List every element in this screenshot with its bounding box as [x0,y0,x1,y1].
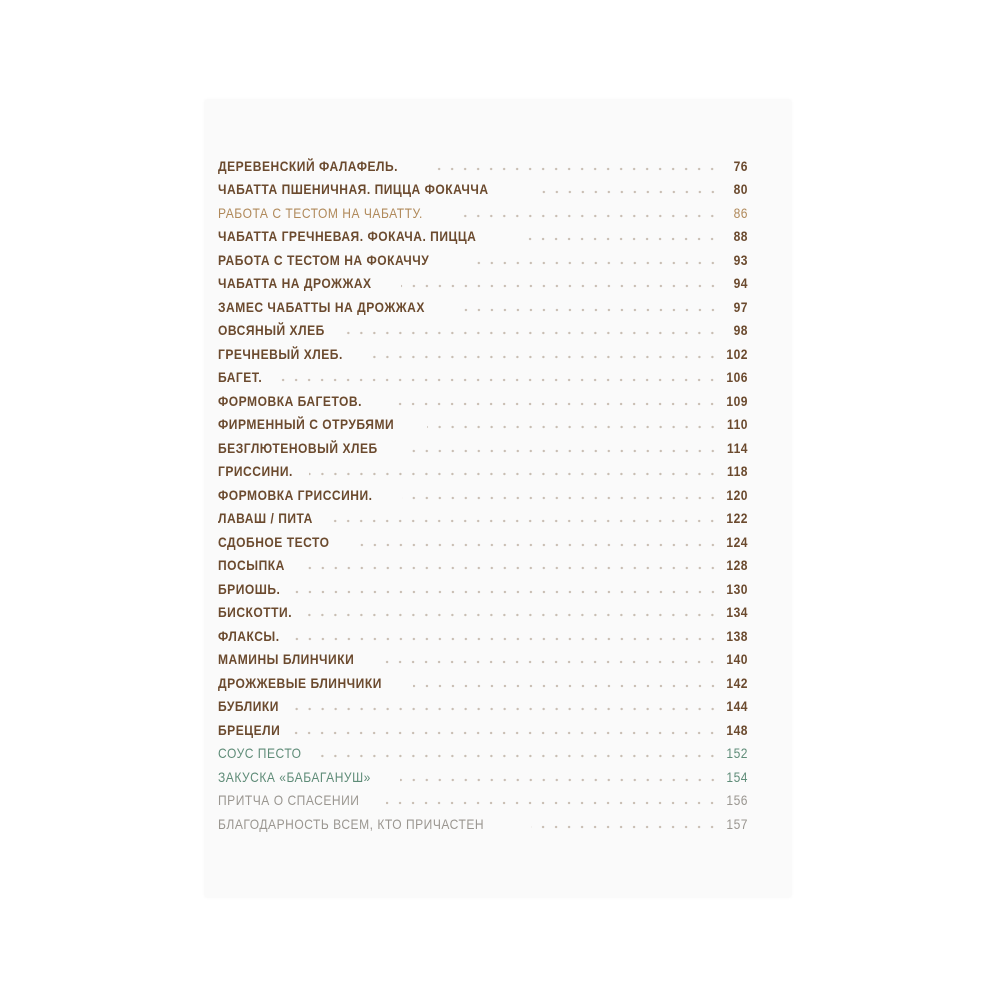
dot-leader [294,731,719,735]
toc-entry-title: БРИОШЬ. [218,580,281,597]
toc-entry-page-number: 128 [726,557,748,573]
toc-entry-page-number: 93 [733,251,748,268]
toc-entry [218,691,748,715]
toc-entry [218,503,748,527]
dot-leader [295,590,719,594]
toc-entry-title: СДОБНОЕ ТЕСТО [218,533,330,550]
toc-entry-page-number: 118 [727,463,748,479]
toc-entry [218,526,748,550]
toc-entry-page-number: 140 [726,651,748,667]
toc-entry [218,362,748,386]
toc-entry [218,714,748,738]
toc-entry-title: БЛАГОДАРНОСТЬ ВСЕМ, КТО ПРИЧАСТЕН [218,815,485,832]
toc-entry-page-number: 94 [733,275,748,291]
toc-entry-page-number: 98 [733,322,748,338]
toc-entry-page-number: 88 [733,228,748,244]
dot-leader [537,190,719,194]
dot-leader [293,707,719,711]
toc-entry-page-number: 148 [726,721,748,738]
dot-leader [402,496,719,500]
toc-entry-title: РАБОТА С ТЕСТОМ НА ФОКАЧЧУ [218,251,430,268]
toc-entry-title: ЗАМЕС ЧАБАТТЫ НА ДРОЖЖАХ [218,298,425,315]
toc-entry-page-number: 97 [733,298,748,315]
toc-entry [218,761,748,785]
toc-entry-title: МАМИНЫ БЛИНЧИКИ [218,651,355,667]
toc-entry-page-number: 110 [727,416,748,432]
toc-entry-title: ФОРМОВКА БАГЕТОВ. [218,392,362,409]
toc-entry [218,479,748,503]
dot-leader [531,825,719,829]
toc-entry-page-number: 157 [726,815,748,832]
toc-entry [218,573,748,597]
toc-entry-title: ПОСЫПКА [218,557,285,573]
toc-entry-title: БУБЛИКИ [218,698,279,714]
toc-entry [218,150,748,174]
toc-entry-title: ЧАБАТТА ГРЕЧНЕВАЯ. ФОКАЧА. ПИЦЦА [218,228,477,244]
dot-leader [319,754,719,758]
dot-leader [468,261,719,265]
toc-entry-title: ФОРМОВКА ГРИССИНИ. [218,486,373,503]
toc-entry [218,197,748,221]
dot-leader [346,331,719,335]
dot-leader [332,519,719,523]
toc-entry [218,432,748,456]
dot-leader [431,167,719,171]
toc-entry-title: БАГЕТ. [218,369,263,385]
toc-entry-title: ГРЕЧНЕВЫЙ ХЛЕБ. [218,345,343,362]
toc-entry [218,456,748,480]
toc-entry-page-number: 109 [726,392,748,409]
toc-entry-page-number: 144 [726,698,748,714]
toc-entry-page-number: 134 [726,604,748,620]
toc-entry [218,315,748,339]
toc-entry-title: РАБОТА С ТЕСТОМ НА ЧАБАТТУ. [218,204,423,221]
toc-entry [218,620,748,644]
toc-entry-page-number: 76 [733,157,748,174]
toc-entry [218,221,748,245]
dot-leader [460,214,719,218]
dot-leader [300,566,719,570]
toc-entry [218,291,748,315]
toc-entry [218,385,748,409]
toc-entry-page-number: 142 [726,674,748,691]
toc-entry-page-number: 86 [733,204,748,221]
dot-leader [408,449,719,453]
toc-entry-page-number: 80 [733,181,748,197]
toc-entry [218,597,748,621]
toc-entry-page-number: 154 [726,768,748,785]
dot-leader [386,801,719,805]
toc-entry-page-number: 114 [727,439,748,456]
toc-entry-title: ДЕРЕВЕНСКИЙ ФАЛАФЕЛЬ. [218,157,399,174]
toc-entry-title: ЧАБАТТА НА ДРОЖЖАХ [218,275,372,291]
toc-entry [218,174,748,198]
toc-entry-page-number: 130 [726,580,748,597]
dot-leader [273,378,719,382]
dot-leader [308,613,719,617]
toc-entry-page-number: 138 [726,627,748,644]
dot-leader [427,425,719,429]
dot-leader [401,284,719,288]
toc-entry-title: ФЛАКСЫ. [218,627,280,644]
toc-entry [218,808,748,832]
toc-entry [218,550,748,574]
toc-entry [218,268,748,292]
toc-entry [218,244,748,268]
toc-entry [218,409,748,433]
dot-leader [463,308,719,312]
toc-entry-title: БРЕЦЕЛИ [218,721,281,738]
toc-entry-page-number: 156 [726,792,748,808]
toc-entry [218,738,748,762]
toc-entry-title: ЛАВАШ / ПИТА [218,510,313,526]
toc-entry-page-number: 124 [726,533,748,550]
toc-entry-title: ГРИССИНИ. [218,463,293,479]
table-of-contents [218,150,748,832]
dot-leader [413,684,719,688]
toc-entry-page-number: 122 [726,510,748,526]
toc-entry [218,338,748,362]
toc-entry-page-number: 102 [726,345,748,362]
toc-entry-title: ПРИТЧА О СПАСЕНИИ [218,792,360,808]
dot-leader [367,355,719,359]
dot-leader [352,543,719,547]
toc-entry-title: ОВСЯНЫЙ ХЛЕБ [218,322,325,338]
toc-entry-page-number: 152 [726,745,748,761]
dot-leader [400,778,719,782]
toc-entry-title: ФИРМЕННЫЙ С ОТРУБЯМИ [218,416,395,432]
dot-leader [294,637,719,641]
toc-entry-title: ЧАБАТТА ПШЕНИЧНАЯ. ПИЦЦА ФОКАЧЧА [218,181,489,197]
toc-entry [218,667,748,691]
toc-entry-title: ДРОЖЖЕВЫЕ БЛИНЧИКИ [218,674,382,691]
toc-entry-title: БИСКОТТИ. [218,604,293,620]
toc-entry-title: ЗАКУСКА «БАБАГАНУШ» [218,768,371,785]
toc-entry [218,644,748,668]
toc-entry-title: БЕЗГЛЮТЕНОВЫЙ ХЛЕБ [218,439,378,456]
dot-leader [389,402,719,406]
toc-entry-title: СОУС ПЕСТО [218,745,302,761]
dot-leader [522,237,719,241]
dot-leader [309,472,719,476]
dot-leader [380,660,719,664]
toc-entry-page-number: 106 [726,369,748,385]
toc-entry [218,785,748,809]
toc-entry-page-number: 120 [726,486,748,503]
